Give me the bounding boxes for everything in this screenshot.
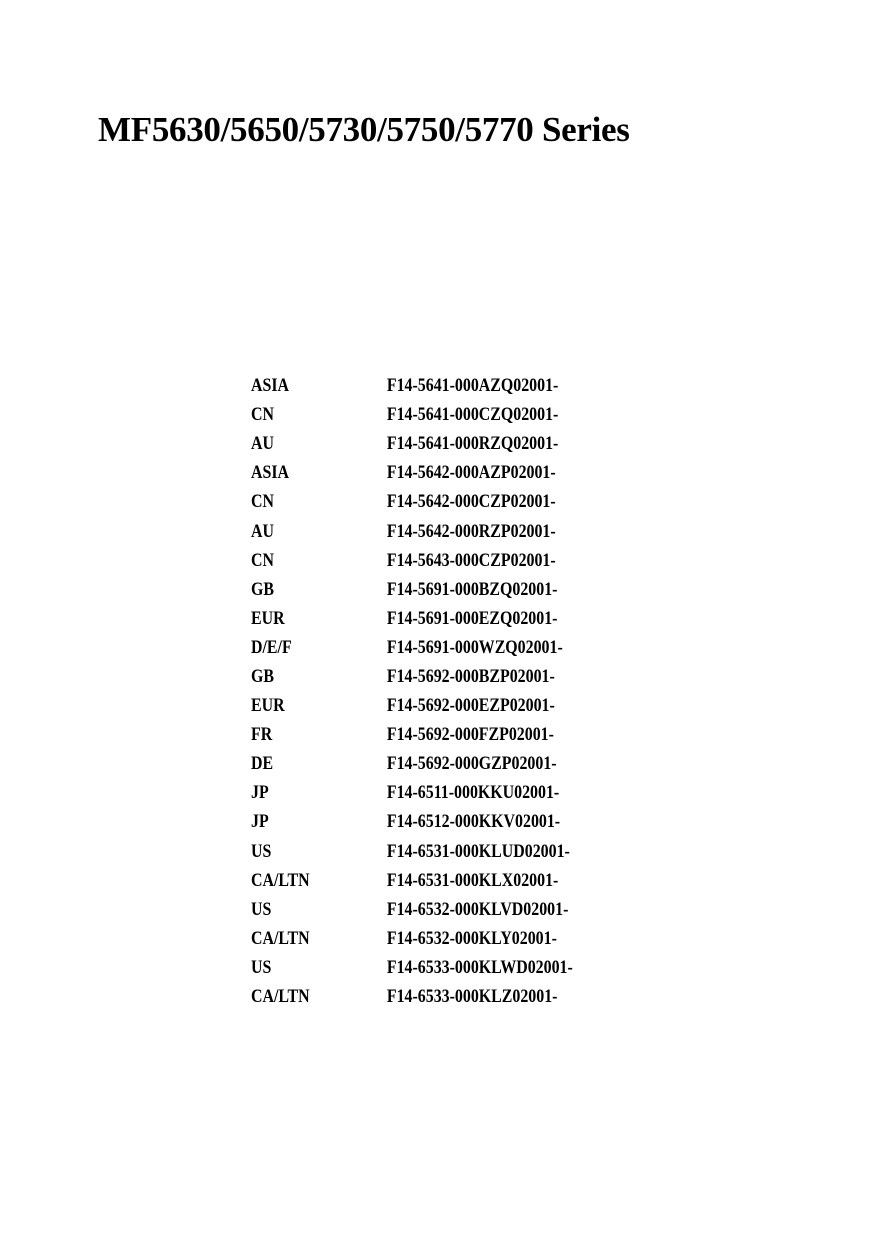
table-row	[251, 925, 612, 954]
region-label: CN	[251, 405, 274, 426]
region-label: FR	[251, 725, 273, 746]
region-label: D/E/F	[251, 637, 292, 658]
region-label: CN	[251, 550, 274, 571]
part-code: F14-6512-000KKV02001-	[386, 812, 561, 833]
table-row	[251, 401, 612, 430]
table-row	[251, 838, 612, 867]
table-row	[251, 517, 612, 546]
table-row	[251, 721, 612, 750]
region-label: EUR	[251, 608, 285, 629]
region-label: GB	[251, 579, 274, 600]
table-row	[251, 867, 612, 896]
table-row	[251, 430, 612, 459]
part-code: F14-6533-000KLZ02001-	[386, 987, 558, 1008]
region-label: ASIA	[251, 463, 290, 484]
region-label: DE	[251, 754, 274, 775]
region-label: ASIA	[251, 376, 290, 397]
table-row	[251, 808, 612, 837]
part-code: F14-5691-000BZQ02001-	[386, 579, 558, 600]
table-row	[251, 692, 612, 721]
part-code: F14-6511-000KKU02001-	[386, 783, 560, 804]
table-row	[251, 576, 612, 605]
part-code: F14-5642-000RZP02001-	[386, 521, 556, 542]
table-row	[251, 983, 612, 1012]
part-code: F14-5642-000AZP02001-	[386, 463, 556, 484]
part-code: F14-5643-000CZP02001-	[386, 550, 556, 571]
table-row	[251, 605, 612, 634]
region-label: US	[251, 957, 272, 978]
part-code: F14-5692-000GZP02001-	[386, 754, 557, 775]
region-label: CN	[251, 492, 274, 513]
part-code: F14-5692-000EZP02001-	[386, 696, 555, 717]
region-label: JP	[251, 783, 269, 804]
part-code: F14-5641-000RZQ02001-	[386, 434, 559, 455]
region-label: CA/LTN	[251, 987, 310, 1008]
table-row	[251, 750, 612, 779]
table-row	[251, 372, 612, 401]
table-row	[251, 459, 612, 488]
part-code: F14-6531-000KLX02001-	[386, 870, 559, 891]
part-code: F14-5642-000CZP02001-	[386, 492, 556, 513]
table-row	[251, 896, 612, 925]
region-label: EUR	[251, 696, 285, 717]
part-code: F14-5691-000WZQ02001-	[386, 637, 563, 658]
region-label: CA/LTN	[251, 870, 310, 891]
part-code: F14-6531-000KLUD02001-	[386, 841, 570, 862]
part-code: F14-5692-000FZP02001-	[386, 725, 554, 746]
table-row	[251, 547, 612, 576]
table-row	[251, 779, 612, 808]
part-code: F14-5692-000BZP02001-	[386, 666, 555, 687]
region-label: AU	[251, 521, 274, 542]
region-label: US	[251, 841, 272, 862]
region-label: CA/LTN	[251, 928, 310, 949]
region-code-table	[251, 372, 671, 1012]
part-code: F14-6532-000KLVD02001-	[386, 899, 569, 920]
region-label: AU	[251, 434, 274, 455]
part-code: F14-6533-000KLWD02001-	[386, 957, 573, 978]
part-code: F14-5641-000AZQ02001-	[386, 376, 559, 397]
table-row	[251, 954, 612, 983]
table-row	[251, 488, 612, 517]
part-code: F14-6532-000KLY02001-	[386, 928, 557, 949]
region-label: GB	[251, 666, 274, 687]
region-label: US	[251, 899, 272, 920]
table-row	[251, 634, 612, 663]
table-row	[251, 663, 612, 692]
part-code: F14-5641-000CZQ02001-	[386, 405, 559, 426]
part-code: F14-5691-000EZQ02001-	[386, 608, 558, 629]
region-label: JP	[251, 812, 269, 833]
page-title: MF5630/5650/5730/5750/5770 Series	[98, 110, 630, 149]
